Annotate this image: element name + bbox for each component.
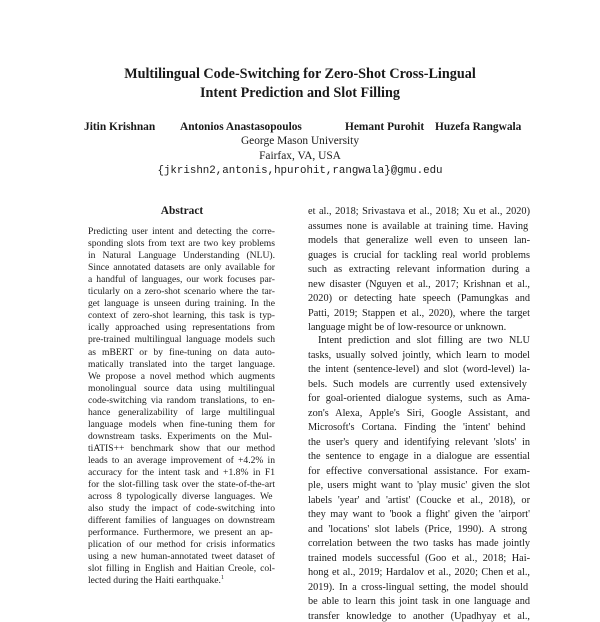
title-line-2: Intent Prediction and Slot Filling: [200, 85, 400, 101]
abstract-heading: Abstract: [160, 205, 204, 217]
body-line: zon's Alexa, Apple's Siri, Google Assistant, and: [308, 407, 530, 419]
body-line: for goal-oriented dialogue systems, such as Ama-: [308, 393, 530, 404]
abstract-line: context of zero-shot learning, this task is typ-: [88, 310, 275, 322]
body-line: the sentence to engage in a dialogue are essential: [308, 451, 530, 462]
abstract-line: across 8 typologically diverse languages. We: [88, 491, 273, 503]
abstract-line: also study the impact of code-switching into: [88, 503, 275, 515]
abstract-line: pre-trained multilingual language models such: [88, 334, 275, 346]
body-line: 2020) or detecting hate speech (Pamungkas and: [308, 293, 530, 304]
author-name: Antonios Anastasopoulos: [180, 121, 302, 133]
body-line: labels 'year' and 'artist' (Coucke et al., 2018), or: [308, 494, 530, 506]
abstract-line: hance generalizability of large multilingual: [88, 406, 275, 418]
body-line: the user's query and identifying relevant 'slots' in: [308, 436, 531, 448]
abstract-line: We propose a novel method which augments: [88, 370, 275, 382]
body-line: language might be of low-resource or unknown.: [308, 322, 507, 333]
abstract-line: Predicting user intent and detecting the corre-: [88, 226, 275, 237]
university-name: George Mason University: [240, 135, 360, 147]
paper-title: [60, 65, 540, 103]
abstract-line: code-switching via random translations, to en-: [88, 394, 275, 406]
title-line-1: Multilingual Code-Switching for Zero-Shot Cross-Lingual: [124, 66, 476, 82]
abstract-line: accuracy for the intent task and +1.8% in F1: [88, 467, 275, 478]
author-email: {jkrishn2,antonis,hpurohit,rangwala}@gmu.edu: [157, 165, 443, 177]
body-line: they may want to 'book a flight' given the 'airport': [308, 509, 530, 520]
abstract-line: for the slot-filling task over the state-of-the-art: [88, 479, 275, 491]
body-line: bels. Such models are currently used extensively: [308, 378, 527, 390]
abstract-line: a handful of languages, our work focuses par-: [88, 274, 275, 286]
body-line: and 'locations' slot labels (Price, 1990). A strong: [308, 523, 528, 535]
abstract-line: matically translated into the target language.: [88, 358, 275, 370]
abstract-line: different families of languages on downstream: [88, 515, 275, 527]
abstract-line: monolingual source data using multilingual: [88, 382, 275, 394]
affiliation-block: [100, 134, 500, 179]
body-line: transfer knowledge to another (Upadhyay et al.,: [308, 610, 530, 622]
author-name: Jitin Krishnan: [84, 121, 156, 133]
abstract-line: Since annotated datasets are only available for: [88, 262, 275, 274]
body-line: trained models successful (Goo et al., 2018; Hai-: [308, 552, 530, 564]
body-line: ple, users might want to 'play music' given the slot: [308, 480, 530, 491]
abstract-line: as mBERT or by fine-tuning on data auto-: [88, 346, 275, 358]
body-line: models that generalize well even to unseen lan-: [308, 235, 530, 246]
author-name: Hemant Purohit: [345, 121, 425, 133]
abstract-line: performance. Furthermore, we present an ap-: [88, 527, 273, 539]
body-line: et al., 2018; Srivastava et al., 2018; Xu et al., 2020): [308, 206, 530, 217]
abstract-line: slot filling in English and Haitian Creole, col-: [88, 563, 275, 575]
body-line: guages is crucial for tackling real world problems: [308, 249, 530, 261]
body-line: new disaster (Nguyen et al., 2017; Krishnan et al.,: [308, 278, 530, 290]
body-line: Microsoft's Cortana. Finding the 'intent' behind: [308, 422, 526, 433]
body-line: correlation between the two tasks has made jointly: [308, 538, 530, 549]
abstract-line: tiATIS++ benchmark show that our method: [88, 442, 275, 454]
abstract-line: downstream tasks. Experiments on the Mul-: [88, 430, 273, 442]
body-line: such as extracting relevant information during a: [308, 264, 530, 275]
abstract-line: lected during the Haiti earthquake.$^1$: [88, 575, 224, 587]
location: Fairfax, VA, USA: [259, 150, 341, 162]
body-line: tasks, usually solved jointly, which learn to model: [308, 349, 530, 361]
abstract-line: in Natural Language Understanding (NLU).: [88, 250, 275, 262]
footnote-marker: 1: [220, 575, 224, 582]
body-line: for effective conversational assistance. For exam-: [308, 465, 530, 477]
abstract-line: get language is unseen during training. In the: [88, 298, 275, 310]
body-line: be able to learn this joint task in one language and: [308, 596, 531, 607]
body-line: the intent (sentence-level) and slot (word-level) la-: [308, 364, 531, 375]
abstract-line: language models when fine-tuning them for: [88, 418, 275, 430]
abstract-line: leads to an average improvement of +4.2% in: [88, 454, 276, 466]
abstract-line: plication of our method for crisis informatics: [88, 539, 275, 551]
abstract-line: ically approached using representations from: [88, 322, 275, 334]
author-name: Huzefa Rangwala: [435, 121, 522, 133]
abstract-line: sponding slots from text are two key problems: [88, 238, 275, 250]
body-line: 2019). In a cross-lingual setting, the model should: [308, 581, 529, 593]
body-line: assumes none is available at training time. Having: [308, 220, 529, 232]
body-line: Intent prediction and slot filling are two NLU: [318, 335, 530, 346]
abstract-line: ticularly on a zero-shot scenario where the tar-: [88, 286, 275, 298]
body-line: hong et al., 2019; Hardalov et al., 2020; Chen et al.,: [308, 567, 530, 578]
body-line: Patti, 2019; Stappen et al., 2020), where the target: [308, 307, 530, 319]
abstract-line: using a new human-annotated tweet dataset of: [88, 551, 275, 563]
